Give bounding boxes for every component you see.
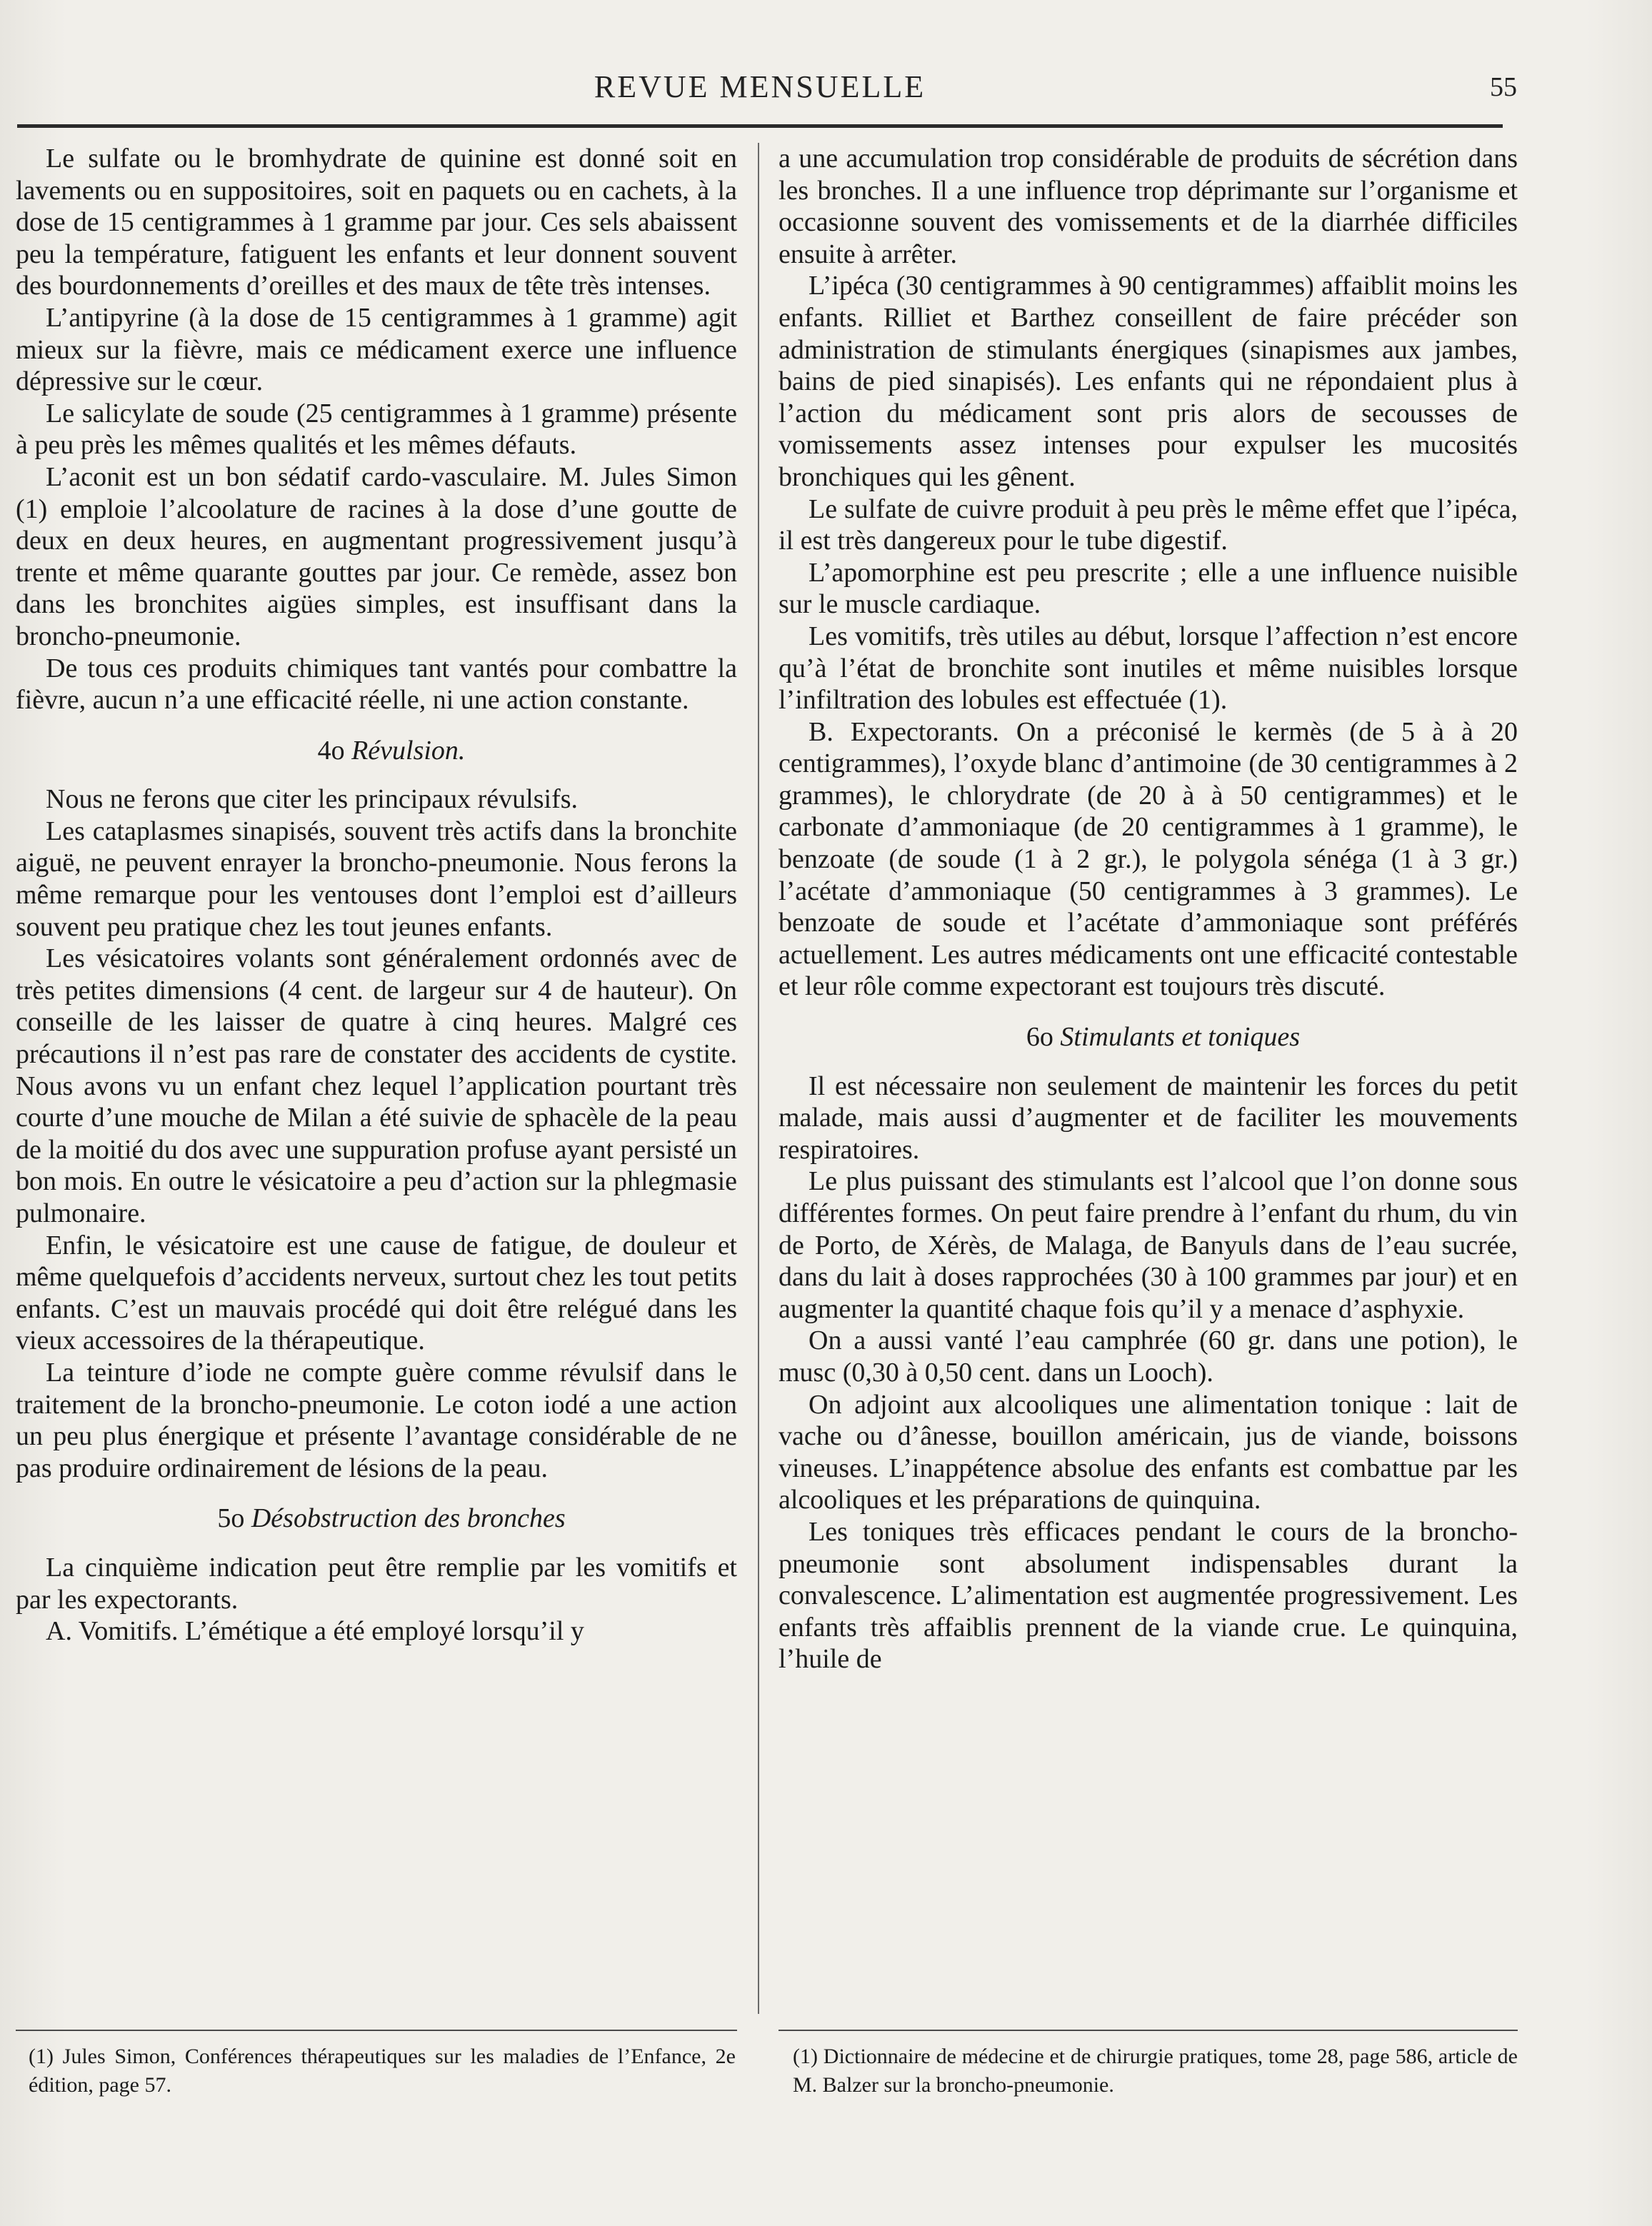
header-rule (17, 124, 1503, 128)
paragraph: B. Expectorants. On a préconisé le kermès (de 5 à à 20 centigrammes), l’oxyde blanc d’antimoine (de 30 centigrammes à 2 grammes), le chlorydrate (de 20 à à 50 centigrammes) et le carbonate d’ammoniaque (de 20 centigrammes à 1 gramme), le benzoate (de soude (1 à 2 gr.), le polygola sénéga (1 à 3 gr.) l’acétate d’ammoniaque (50 centigrammes à 3 grammes). Le benzoate de soude et l’acétate d’ammoniaque sont préférés actuellement. Les autres médicaments ont une efficacité contestable et leur rôle comme expectorant est toujours très discuté. (779, 716, 1518, 1002)
section-title: Révulsion. (351, 735, 466, 766)
footnote-rule-right (779, 2030, 1518, 2031)
footnote-left: (1) Jules Simon, Conférences thérapeutiques sur les maladies de l’Enfance, 2e édition, page 57. (29, 2045, 736, 2097)
right-column (779, 143, 1518, 1675)
paragraph: Les vomitifs, très utiles au début, lorsque l’affection n’est encore qu’à l’état de bronchite sont inutiles et même nuisibles lorsque l’infiltration des lobules est effectuée (1). (779, 621, 1518, 716)
paragraph: L’apomorphine est peu prescrite ; elle a une influence nuisible sur le muscle cardiaque. (779, 557, 1518, 620)
section-number: 6o (1026, 1022, 1053, 1053)
section-number: 4o (317, 735, 345, 766)
paragraph: Le plus puissant des stimulants est l’alcool que l’on donne sous différentes formes. On peut faire prendre à l’enfant du rhum, du vin de Porto, de Xérès, de Malaga, de Banyuls dans de l’eau sucrée, dans du lait à doses rapprochées (30 à 100 grammes par jour) et en augmenter la quantité chaque fois qu’il y a menace d’asphyxie. (779, 1166, 1518, 1324)
paragraph: Le sulfate ou le bromhydrate de quinine est donné soit en lavements ou en suppositoires, soit en paquets ou en cachets, à la dose de 15 centigrammes à 1 gramme par jour. Ces sels abaissent peu la température, fatiguent les enfants et leur donnent souvent des bourdonnements d’oreilles et des maux de tête très intenses. (16, 144, 737, 301)
footnote-rule-left (16, 2030, 737, 2031)
paragraph: On adjoint aux alcooliques une alimentation tonique : lait de vache ou d’ânesse, bouillon américain, jus de viande, boissons vineuses. L’inappétence absolue des enfants est combattue par les alcooliques et les préparations de quinquina. (779, 1389, 1518, 1515)
footnote-right: (1) Dictionnaire de médecine et de chirurgie pratiques, tome 28, page 586, article de M. Balzer sur la broncho-pneumonie. (793, 2045, 1518, 2097)
paragraph: La cinquième indication peut être remplie par les vomitifs et par les expectorants. (16, 1552, 737, 1615)
paragraph: Les vésicatoires volants sont généralement ordonnés avec de très petites dimensions (4 cent. de largeur sur 4 de hauteur). On conseille de les laisser de quatre à cinq heures. Malgré ces précautions il n’est pas rare de constater des accidents de cystite. Nous avons vu un enfant chez lequel l’application pourtant très courte d’une mouche de Milan a été suivie de sphacèle de la peau de la moitié du dos avec une suppuration profuse ayant persisté un bon mois. En outre le vésicatoire a peu d’action sur la phlegmasie pulmonaire. (16, 943, 737, 1228)
paragraph: Nous ne ferons que citer les principaux révulsifs. (46, 784, 579, 815)
paragraph: a une accumulation trop considérable de produits de sécrétion dans les bronches. Il a une influence trop déprimante sur l’organisme et occasionne souvent des vomissements et de la diarrhée difficiles ensuite à arrêter. (779, 144, 1518, 269)
page-number: 55 (1490, 72, 1517, 102)
column-divider (758, 143, 759, 2014)
section-title: Désobstruction des bronches (251, 1503, 566, 1534)
paragraph: A. Vomitifs. L’émétique a été employé lorsqu’il y (46, 1616, 584, 1647)
paragraph: Il est nécessaire non seulement de maintenir les forces du petit malade, mais aussi d’augmenter et de faciliter les mouvements respiratoires. (779, 1071, 1518, 1165)
section-number: 5o (217, 1503, 245, 1534)
paragraph: Les cataplasmes sinapisés, souvent très actifs dans la bronchite aiguë, ne peuvent enrayer la broncho-pneumonie. Nous ferons la même remarque pour les ventouses dont l’emploi est d’ailleurs souvent peu pratique chez les tout jeunes enfants. (16, 816, 737, 942)
paragraph: L’antipyrine (à la dose de 15 centigrammes à 1 gramme) agit mieux sur la fièvre, mais ce médicament exerce une influence dépressive sur le cœur. (16, 302, 737, 397)
paragraph: La teinture d’iode ne compte guère comme révulsif dans le traitement de la broncho-pneumonie. Le coton iodé a une action un peu plus énergique et présente l’avantage considérable de ne pas produire ordinairement de lésions de la peau. (16, 1357, 737, 1483)
running-title: REVUE MENSUELLE (594, 69, 926, 104)
paragraph: Le salicylate de soude (25 centigrammes à 1 gramme) présente à peu près les mêmes qualités et les mêmes défauts. (16, 398, 737, 461)
paragraph: Le sulfate de cuivre produit à peu près le même effet que l’ipéca, il est très dangereux pour le tube digestif. (779, 493, 1518, 556)
paragraph: De tous ces produits chimiques tant vantés pour combattre la fièvre, aucun n’a une efficacité réelle, ni une action constante. (16, 653, 737, 716)
section-heading-desobstruction (16, 1503, 737, 1535)
section-heading-revulsion (16, 735, 737, 767)
paragraph: L’aconit est un bon sédatif cardo-vasculaire. M. Jules Simon (1) emploie l’alcoolature de racines à la dose d’une goutte de deux en deux heures, en augmentant progressivement jusqu’à trente et même quarante gouttes par jour. Ce remède, assez bon dans les bronchites aigües simples, est insuffisant dans la broncho-pneumonie. (16, 461, 737, 651)
page-header (17, 69, 1517, 111)
paragraph: L’ipéca (30 centigrammes à 90 centigrammes) affaiblit moins les enfants. Rilliet et Barthez conseillent de faire précéder son administration de stimulants énergiques (sinapismes aux jambes, bains de pied sinapisés). Les enfants qui ne répondaient plus à l’action du médicament sont pris alors de secousses de vomissements assez intenses pour expulser les mucosités bronchiques qui les gênent. (779, 271, 1518, 492)
section-heading-stimulants (779, 1021, 1518, 1053)
left-column (16, 143, 737, 1648)
paragraph: On a aussi vanté l’eau camphrée (60 gr. dans une potion), le musc (0,30 à 0,50 cent. dans un Looch). (779, 1325, 1518, 1388)
paragraph: Les toniques très efficaces pendant le cours de la broncho-pneumonie sont absolument indispensables durant la convalescence. L’alimentation est augmentée progressivement. Les enfants très affaiblis prennent de la viande crue. Le quinquina, l’huile de (779, 1516, 1518, 1675)
paragraph: Enfin, le vésicatoire est une cause de fatigue, de douleur et même quelquefois d’accidents nerveux, surtout chez les tout petits enfants. C’est un mauvais procédé qui doit être relégué dans les vieux accessoires de la thérapeutique. (16, 1230, 737, 1356)
section-title: Stimulants et toniques (1060, 1022, 1301, 1053)
